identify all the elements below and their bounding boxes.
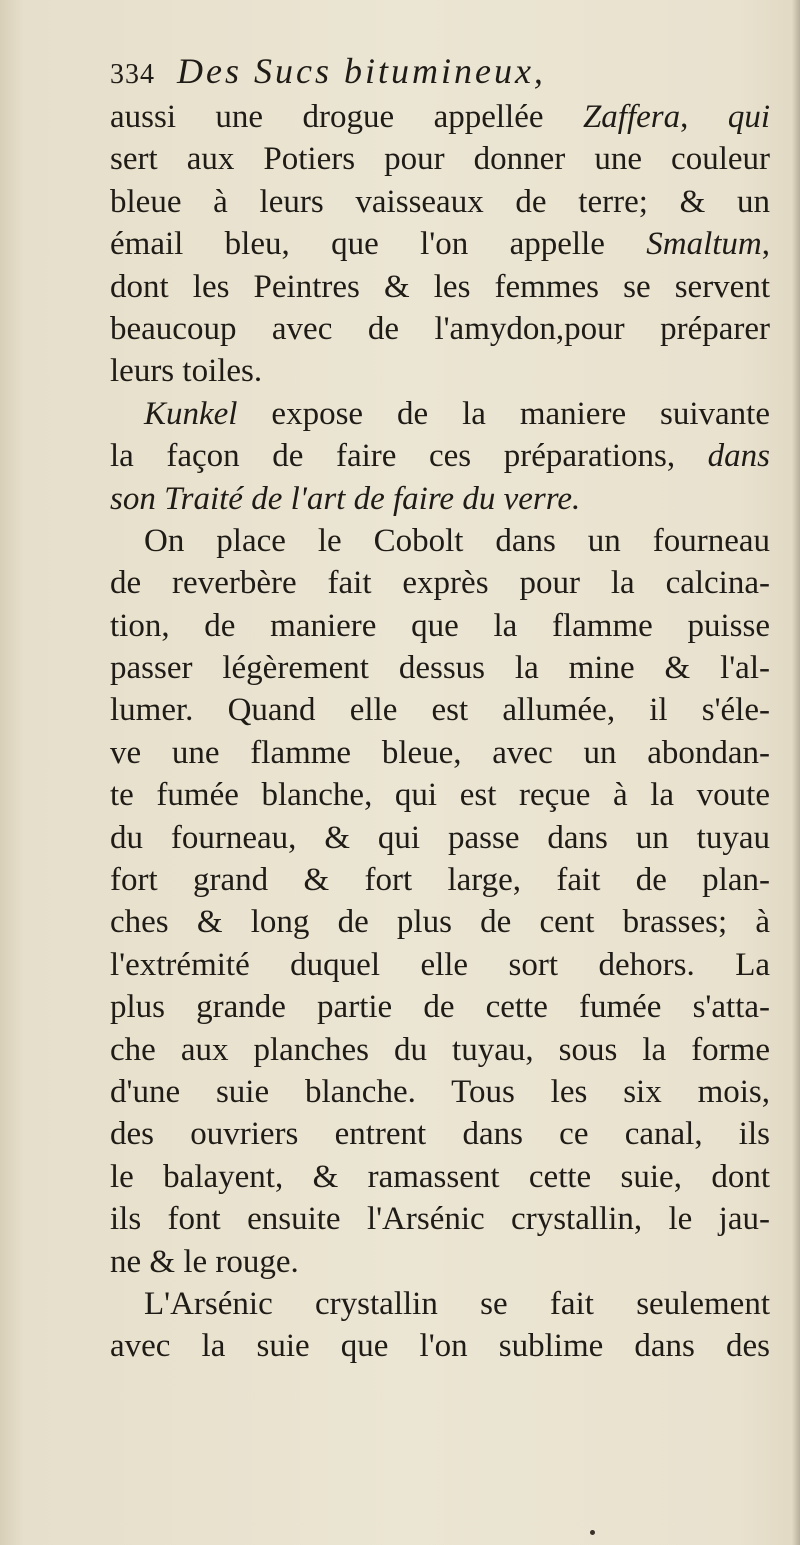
text-line-22: plus grande partie de cette fumée s'atta- [110,989,770,1026]
text-line-15: lumer. Quand elle est allumée, il s'éle- [110,692,770,729]
body-text [110,96,770,1368]
text-line-16: ve une flamme bleue, avec un abondan- [110,734,770,771]
text-line-26: le balayent, & ramassent cette suie, dont [110,1158,770,1195]
text-line-14: passer légèrement dessus la mine & l'al- [110,650,770,687]
text-line-17: te fumée blanche, qui est reçue à la voute [110,777,770,814]
text-line-3: bleue à leurs vaisseaux de terre; & un [110,183,770,220]
text-line-30: avec la suie que l'on sublime dans des [110,1328,770,1365]
text-line-23: che aux planches du tuyau, sous la forme [110,1031,770,1068]
italic-term: Zaffera [582,99,681,135]
text-line-18: du fourneau, & qui passe dans un tuyau [110,819,770,856]
text-line-25: des ouvriers entrent dans ce canal, ils [110,1116,770,1153]
book-title-line: son Traité de l'art de faire du verre. [110,480,581,517]
text-line-9: la façon de faire ces préparations, dans [110,438,770,475]
text-line-5: dont les Peintres & les femmes se servent [110,268,770,305]
text-line-29: L'Arsénic crystallin se fait seulement [144,1285,770,1322]
italic-term: dans [707,438,770,475]
page-edge-shadow [792,0,800,1545]
italic-term: Smaltum [646,226,762,263]
text-line-6: beaucoup avec de l'amydon,pour préparer [110,310,770,347]
text-line-12: de reverbère fait exprès pour la calcina- [110,565,770,602]
text-line-28: ne & le rouge. [110,1243,299,1280]
signature-mark [590,1530,595,1535]
text-line-20: ches & long de plus de cent brasses; à [110,904,770,941]
text-line-7: leurs toiles. [110,353,263,390]
text-line-21: l'extrémité duquel elle sort dehors. La [110,946,770,983]
text-line-19: fort grand & fort large, fait de plan- [110,862,770,899]
text-line-1: aussi une drogue appellée Zaffera, qui [110,99,770,135]
running-head [110,50,770,96]
page-number: 334 [110,59,155,90]
italic-term: qui [727,99,770,135]
text-line-4: émail bleu, que l'on appelle Smaltum, [110,226,770,263]
text-line-24: d'une suie blanche. Tous les six mois, [110,1073,770,1110]
text-line-2: sert aux Potiers pour donner une couleur [110,141,770,178]
running-title: Des Sucs bitumineux, [177,51,546,91]
text-line-13: tion, de maniere que la flamme puisse [110,607,770,644]
italic-term: Kunkel [144,395,238,432]
text-line-27: ils font ensuite l'Arsénic crystallin, le jau- [110,1201,770,1238]
text-line-8: Kunkel expose de la maniere suivante [144,395,770,432]
text-line-11: On place le Cobolt dans un fourneau [144,522,770,559]
